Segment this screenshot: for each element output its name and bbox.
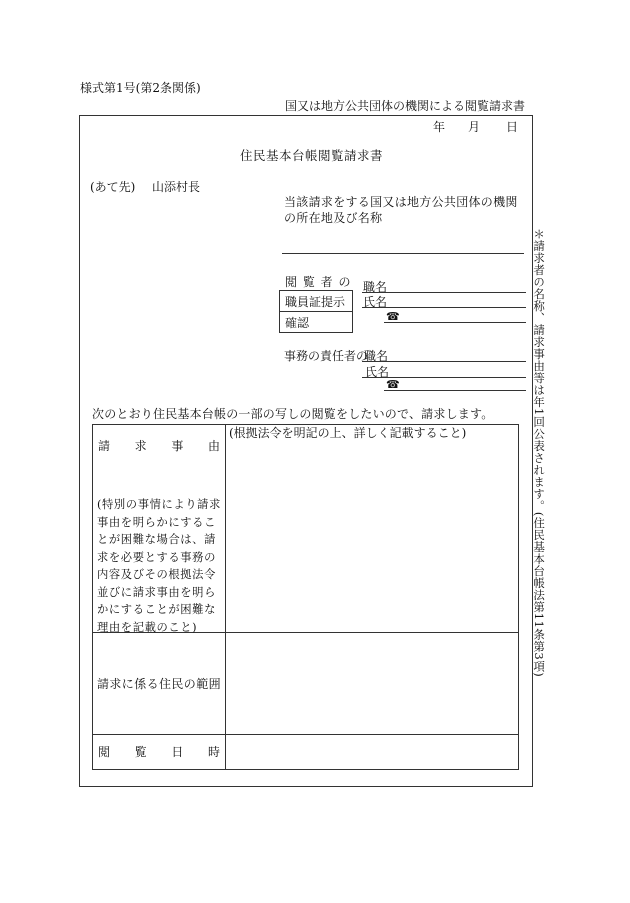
- reason-label: 請 求 事 由: [98, 439, 220, 453]
- side-note: ＊請求者の名称、請求事由等は年1回公表されます。(住民基本台帳法第11条第3項): [532, 228, 547, 678]
- officer-label: 事務の責任者の: [284, 349, 369, 363]
- id-check-label: 職員証提示: [285, 295, 346, 309]
- addressee-label: (あて先): [90, 180, 136, 194]
- officer-job-title-field[interactable]: [362, 361, 526, 362]
- date-day-label: 日: [506, 120, 519, 134]
- viewer-label: 閲 覧 者 の: [285, 275, 352, 289]
- scope-input-area[interactable]: [227, 634, 517, 732]
- form-number: 様式第1号(第2条関係): [80, 81, 201, 95]
- date-month-label: 月: [468, 120, 481, 134]
- officer-phone-icon: ☎: [386, 378, 400, 391]
- datetime-input-area[interactable]: [227, 736, 517, 768]
- table-column-divider: [225, 424, 226, 770]
- reason-hint: (根拠法令を明記の上、詳しく記載すること): [229, 426, 467, 440]
- requester-heading-line1: 当該請求をする国又は地方公共団体の機関: [284, 195, 518, 209]
- form-title: 国又は地方公共団体の機関による閲覧請求書: [285, 99, 526, 113]
- viewer-job-title-label: 職名: [363, 280, 388, 294]
- officer-name-label: 氏名: [365, 365, 390, 379]
- reason-note: (特別の事情により請求事由を明らかにすることが困難な場合は、請求を必要とする事務の内容及びその根拠法令並びに請求事由を明らかにすることが困難な理由を記載のこと): [97, 498, 221, 634]
- scope-label: 請求に係る住民の範囲: [97, 677, 222, 691]
- date-year-label: 年: [433, 120, 446, 134]
- requester-name-field[interactable]: [282, 253, 524, 254]
- officer-job-title-label: 職名: [364, 349, 389, 363]
- viewer-phone-icon: ☎: [386, 310, 400, 323]
- viewer-job-title-field[interactable]: [362, 292, 526, 293]
- document-title: 住民基本台帳閲覧請求書: [240, 148, 384, 163]
- viewer-name-field[interactable]: [362, 307, 526, 308]
- viewer-phone-field[interactable]: [384, 322, 526, 323]
- id-check-confirm-label: 確認: [285, 316, 310, 330]
- addressee-name: 山添村長: [152, 180, 201, 194]
- datetime-label: 閲 覧 日 時: [98, 745, 220, 759]
- table-row-divider-2: [92, 734, 519, 735]
- id-check-divider: [279, 311, 353, 312]
- reason-input-area[interactable]: [227, 442, 517, 630]
- viewer-name-label: 氏名: [363, 295, 388, 309]
- officer-phone-field[interactable]: [384, 390, 526, 391]
- intro-text: 次のとおり住民基本台帳の一部の写しの閲覧をしたいので、請求します。: [92, 407, 494, 421]
- requester-heading-line2: の所在地及び名称: [284, 211, 383, 225]
